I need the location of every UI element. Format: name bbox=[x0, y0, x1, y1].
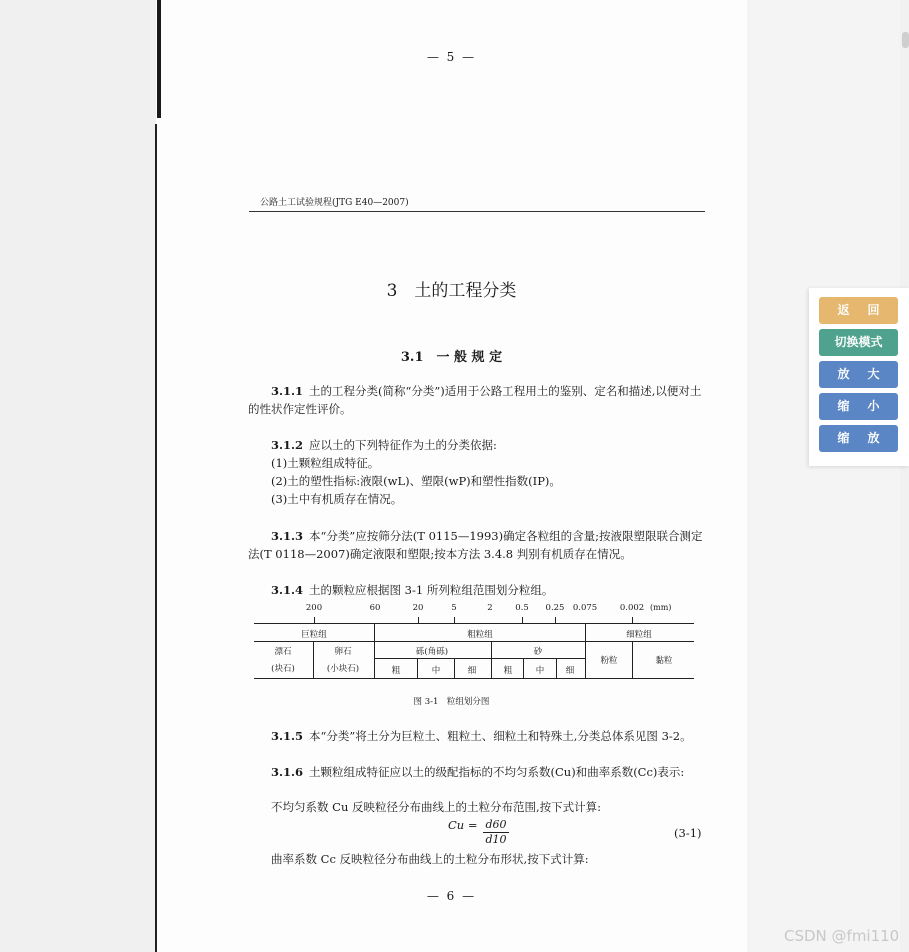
zoom-out-button[interactable]: 缩小 bbox=[819, 393, 898, 420]
cell-clay: 黏粒 bbox=[655, 656, 673, 666]
viewer-background-right bbox=[747, 0, 909, 952]
clause-text: 土颗粒组成特征应以土的级配指标的不均匀系数(Cu)和曲率系数(Cc)表示: bbox=[309, 765, 685, 779]
chapter-title: 3 土的工程分类 bbox=[386, 281, 517, 301]
table-rule bbox=[254, 678, 694, 679]
cell-cobble-alt: (小块石) bbox=[326, 664, 360, 674]
list-item: (1)土颗粒组成特征。 bbox=[271, 456, 380, 470]
list-item: (2)土的塑性指标:液限(wL)、塑限(wP)和塑性指数(IP)。 bbox=[271, 474, 561, 488]
cell-gravel-medium: 中 bbox=[431, 666, 441, 676]
scale-label: 60 bbox=[369, 603, 381, 613]
clause-number: 3.1.2 bbox=[271, 438, 304, 452]
zoom-in-button[interactable]: 放大 bbox=[819, 361, 898, 388]
clause-number: 3.1.4 bbox=[271, 583, 304, 597]
watermark: CSDN @fmi110 bbox=[784, 927, 900, 945]
cc-description: 曲率系数 Cc 反映粒径分布曲线上的土粒分布形状,按下式计算: bbox=[271, 852, 589, 866]
page-number-bottom: — 6 — bbox=[426, 889, 477, 903]
scale-label: 0.075 bbox=[572, 603, 598, 613]
formula-numerator: d60 bbox=[483, 818, 509, 833]
formula-fraction bbox=[483, 818, 509, 847]
clause-text: 应以土的下列特征作为土的分类依据: bbox=[309, 438, 497, 452]
clause-3-1-6 bbox=[248, 763, 705, 781]
scale-tick bbox=[632, 617, 633, 623]
table-divider bbox=[417, 658, 418, 678]
table-divider bbox=[556, 658, 557, 678]
formula-lhs: Cu = bbox=[448, 818, 478, 832]
clause-3-1-5 bbox=[248, 727, 705, 745]
table-rule bbox=[254, 623, 694, 624]
side-control-panel bbox=[809, 288, 909, 466]
table-divider bbox=[454, 658, 455, 678]
scan-binding-edge bbox=[155, 124, 157, 952]
table-divider bbox=[632, 641, 633, 678]
section-title: 3.1 一 般 规 定 bbox=[400, 350, 503, 365]
clause-3-1-2 bbox=[248, 436, 705, 454]
cell-cobble: 卵石 bbox=[334, 647, 352, 657]
clause-text: 本“分类”应按筛分法(T 0115—1993)确定各粒组的含量;按液限塑限联合测定法(T 0118—2007)确定液限和塑限;按本方法 3.4.8 判别有机质存在情况。 bbox=[248, 529, 703, 561]
formula-denominator: d10 bbox=[485, 833, 507, 846]
figure-grain-size-groups bbox=[254, 603, 694, 683]
scale-label: 0.5 bbox=[515, 603, 529, 613]
clause-number: 3.1.5 bbox=[271, 729, 304, 743]
back-button[interactable]: 返回 bbox=[819, 297, 898, 324]
cell-gravel-coarse: 粗 bbox=[391, 666, 401, 676]
scrollbar-thumb[interactable] bbox=[902, 32, 909, 48]
scale-label: 0.25 bbox=[545, 603, 565, 613]
table-divider bbox=[585, 623, 586, 678]
table-divider bbox=[313, 641, 314, 678]
clause-3-1-4 bbox=[248, 581, 705, 599]
scale-tick bbox=[555, 617, 556, 623]
group-label: 巨粒组 bbox=[301, 630, 327, 640]
list-item: (3)土中有机质存在情况。 bbox=[271, 492, 403, 506]
scale-tick bbox=[418, 617, 419, 623]
scan-binding-edge bbox=[157, 0, 161, 118]
cell-silt: 粉粒 bbox=[600, 656, 618, 666]
table-divider bbox=[491, 641, 492, 678]
clause-3-1-1 bbox=[248, 382, 705, 418]
scale-tick bbox=[522, 617, 523, 623]
table-rule bbox=[254, 641, 694, 642]
clause-3-1-3 bbox=[248, 527, 705, 563]
scale-label: 0.002 bbox=[619, 603, 645, 613]
cu-description: 不均匀系数 Cu 反映粒径分布曲线上的土粒分布范围,按下式计算: bbox=[271, 800, 602, 814]
document-page bbox=[156, 0, 747, 952]
cell-gravel-fine: 细 bbox=[467, 666, 477, 676]
clause-number: 3.1.6 bbox=[271, 765, 304, 779]
cell-boulder: 漂石 bbox=[274, 647, 292, 657]
scale-label: 2 bbox=[487, 603, 493, 613]
clause-text: 土的工程分类(简称“分类”)适用于公路工程用土的鉴别、定名和描述,以便对土的性状作定性评价。 bbox=[248, 384, 702, 416]
equation-number: (3-1) bbox=[674, 826, 702, 840]
scale-unit: (mm) bbox=[650, 603, 672, 612]
header-rule bbox=[249, 211, 705, 212]
clause-number: 3.1.3 bbox=[271, 529, 304, 543]
clause-number: 3.1.1 bbox=[271, 384, 304, 398]
scale-label: 200 bbox=[305, 603, 323, 613]
cell-sand-fine: 细 bbox=[565, 666, 575, 676]
zoom-button[interactable]: 缩放 bbox=[819, 425, 898, 452]
group-label: 粗粒组 bbox=[467, 630, 493, 640]
viewer-background-left bbox=[0, 0, 156, 952]
scale-tick bbox=[454, 617, 455, 623]
running-head: 公路土工试验规程(JTG E40—2007) bbox=[260, 198, 409, 208]
scale-tick bbox=[314, 617, 315, 623]
scale-label: 5 bbox=[451, 603, 457, 613]
cell-sand-coarse: 粗 bbox=[503, 666, 513, 676]
group-label: 细粒组 bbox=[626, 630, 652, 640]
cell-sand: 砂 bbox=[533, 647, 543, 657]
clause-text: 本“分类”将土分为巨粒土、粗粒土、细粒土和特殊土,分类总体系见图 3-2。 bbox=[309, 729, 692, 743]
switch-mode-button[interactable]: 切换模式 bbox=[819, 329, 898, 356]
table-divider bbox=[374, 623, 375, 678]
table-divider bbox=[523, 658, 524, 678]
figure-caption: 图 3-1 粒组划分图 bbox=[413, 697, 490, 707]
table-rule bbox=[375, 658, 585, 659]
cell-sand-medium: 中 bbox=[535, 666, 545, 676]
clause-text: 土的颗粒应根据图 3-1 所列粒组范围划分粒组。 bbox=[309, 583, 554, 597]
cell-gravel: 砾(角砾) bbox=[415, 647, 449, 657]
scrollbar-track[interactable] bbox=[900, 0, 909, 952]
scale-label: 20 bbox=[412, 603, 424, 613]
page-number-top: — 5 — bbox=[426, 50, 477, 64]
cell-boulder-alt: (块石) bbox=[271, 664, 295, 674]
